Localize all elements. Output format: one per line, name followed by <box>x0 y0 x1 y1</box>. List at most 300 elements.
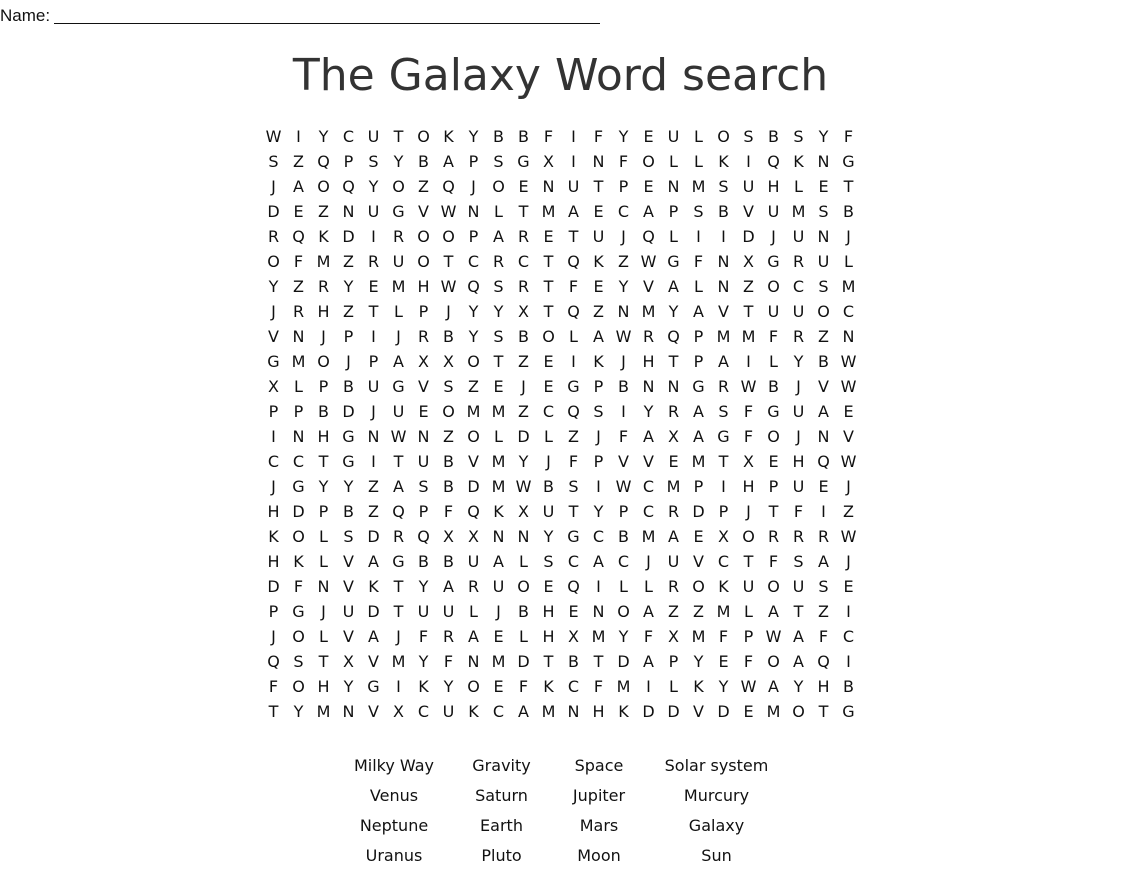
grid-letter: I <box>371 227 376 246</box>
grid-letter: V <box>643 452 654 471</box>
grid-letter: R <box>317 277 330 296</box>
grid-letter: P <box>418 302 429 321</box>
word-bank-item: Space <box>574 755 624 775</box>
grid-letter: R <box>467 577 480 596</box>
grid-letter: T <box>793 602 804 621</box>
grid-letter: F <box>518 677 529 696</box>
grid-letter: W <box>765 627 782 646</box>
grid-letter: I <box>296 127 301 146</box>
grid-letter: M <box>541 202 556 221</box>
grid-letter: J <box>396 627 401 646</box>
grid-letter: N <box>292 327 305 346</box>
grid-letter: F <box>843 127 854 146</box>
grid-letter: R <box>767 527 780 546</box>
grid-letter: L <box>519 552 528 571</box>
grid-letter: A <box>643 602 654 621</box>
word-bank-item: Jupiter <box>572 785 626 805</box>
grid-letter: N <box>667 177 680 196</box>
grid-letter: A <box>518 702 529 721</box>
grid-letter: K <box>543 677 554 696</box>
grid-letter: D <box>367 602 380 621</box>
grid-letter: T <box>718 452 729 471</box>
grid-letter: F <box>568 452 579 471</box>
grid-letter: X <box>418 352 429 371</box>
grid-letter: T <box>318 652 329 671</box>
grid-letter: H <box>742 477 755 496</box>
grid-letter: R <box>642 327 655 346</box>
grid-row <box>261 424 861 449</box>
grid-letter: O <box>292 627 305 646</box>
grid-letter: I <box>696 227 701 246</box>
grid-letter: R <box>517 277 530 296</box>
grid-letter: I <box>271 427 276 446</box>
grid-letter: Z <box>618 252 629 271</box>
grid-letter: K <box>368 577 379 596</box>
grid-letter: J <box>846 227 851 246</box>
grid-letter: C <box>842 627 855 646</box>
grid-letter: Y <box>293 702 304 721</box>
grid-letter: O <box>692 577 705 596</box>
grid-letter: K <box>418 677 429 696</box>
grid-row <box>261 524 861 549</box>
grid-letter: E <box>693 527 704 546</box>
grid-letter: U <box>442 702 455 721</box>
grid-letter: T <box>393 602 404 621</box>
grid-letter: M <box>791 202 806 221</box>
grid-letter: X <box>518 502 529 521</box>
grid-letter: A <box>493 227 504 246</box>
grid-letter: C <box>792 277 805 296</box>
grid-letter: T <box>268 702 279 721</box>
grid-letter: A <box>693 427 704 446</box>
grid-letter: D <box>667 702 680 721</box>
grid-letter: F <box>768 327 779 346</box>
grid-letter: J <box>771 227 776 246</box>
grid-letter: O <box>267 252 280 271</box>
grid-letter: J <box>271 177 276 196</box>
grid-letter: I <box>571 352 576 371</box>
grid-letter: Q <box>642 227 655 246</box>
word-bank-item: Sun <box>701 845 732 865</box>
grid-row <box>261 449 861 474</box>
grid-letter: U <box>442 602 455 621</box>
grid-letter: G <box>567 527 580 546</box>
grid-letter: R <box>492 252 505 271</box>
grid-letter: Y <box>368 177 379 196</box>
grid-letter: J <box>471 177 476 196</box>
grid-letter: Y <box>618 627 629 646</box>
word-bank-item: Venus <box>369 785 419 805</box>
grid-letter: S <box>818 577 829 596</box>
grid-letter: D <box>267 202 280 221</box>
grid-letter: C <box>592 527 605 546</box>
grid-letter: I <box>396 677 401 696</box>
grid-letter: F <box>593 677 604 696</box>
grid-letter: A <box>718 352 729 371</box>
grid-letter: D <box>517 427 530 446</box>
grid-letter: Q <box>817 452 830 471</box>
grid-letter: N <box>592 602 605 621</box>
grid-letter: Y <box>468 127 479 146</box>
grid-letter: O <box>767 652 780 671</box>
grid-letter: F <box>768 552 779 571</box>
grid-letter: C <box>567 552 580 571</box>
grid-letter: C <box>842 302 855 321</box>
grid-letter: C <box>467 252 480 271</box>
grid-letter: A <box>443 152 454 171</box>
grid-letter: N <box>567 702 580 721</box>
grid-letter: E <box>518 177 529 196</box>
grid-letter: U <box>392 252 405 271</box>
grid-letter: G <box>692 377 705 396</box>
grid-letter: P <box>668 652 679 671</box>
grid-row <box>261 149 861 174</box>
grid-row <box>261 699 861 724</box>
grid-letter: L <box>669 677 678 696</box>
grid-letter: L <box>744 602 753 621</box>
grid-letter: Z <box>293 152 304 171</box>
grid-letter: Z <box>518 352 529 371</box>
grid-letter: X <box>443 352 454 371</box>
grid-letter: V <box>418 377 429 396</box>
grid-letter: A <box>643 202 654 221</box>
grid-letter: S <box>818 277 829 296</box>
grid-letter: L <box>669 227 678 246</box>
grid-letter: R <box>792 252 805 271</box>
grid-letter: C <box>267 452 280 471</box>
grid-letter: Y <box>268 277 279 296</box>
grid-letter: E <box>543 577 554 596</box>
grid-letter: Q <box>267 652 280 671</box>
grid-letter: A <box>443 577 454 596</box>
grid-letter: E <box>493 377 504 396</box>
grid-letter: D <box>517 652 530 671</box>
grid-row <box>261 274 861 299</box>
grid-letter: R <box>817 527 830 546</box>
grid-letter: I <box>621 402 626 421</box>
grid-letter: E <box>643 127 654 146</box>
grid-letter: U <box>767 302 780 321</box>
grid-letter: T <box>543 277 554 296</box>
grid-letter: T <box>443 252 454 271</box>
grid-letter: V <box>643 277 654 296</box>
grid-letter: Q <box>317 152 330 171</box>
grid-letter: T <box>393 127 404 146</box>
grid-letter: U <box>667 127 680 146</box>
grid-letter: J <box>521 377 526 396</box>
grid-letter: F <box>718 627 729 646</box>
grid-letter: Y <box>418 652 429 671</box>
grid-letter: V <box>418 202 429 221</box>
grid-letter: T <box>593 652 604 671</box>
grid-letter: A <box>693 402 704 421</box>
grid-letter: E <box>593 202 604 221</box>
word-bank-item: Galaxy <box>688 815 745 835</box>
grid-letter: Y <box>668 302 679 321</box>
grid-row <box>261 324 861 349</box>
grid-letter: L <box>544 427 553 446</box>
grid-letter: J <box>271 627 276 646</box>
grid-letter: B <box>568 652 579 671</box>
grid-letter: B <box>843 202 854 221</box>
grid-letter: F <box>618 427 629 446</box>
grid-letter: R <box>667 577 680 596</box>
grid-letter: D <box>692 502 705 521</box>
grid-letter: H <box>817 677 830 696</box>
grid-letter: L <box>844 252 853 271</box>
grid-letter: M <box>691 452 706 471</box>
grid-letter: B <box>518 602 529 621</box>
grid-letter: A <box>818 402 829 421</box>
grid-letter: O <box>767 577 780 596</box>
grid-letter: G <box>842 152 855 171</box>
grid-letter: R <box>792 527 805 546</box>
grid-letter: R <box>392 527 405 546</box>
grid-letter: G <box>267 352 280 371</box>
grid-letter: N <box>467 652 480 671</box>
grid-letter: Z <box>443 427 454 446</box>
grid-letter: F <box>618 152 629 171</box>
grid-letter: R <box>667 502 680 521</box>
grid-letter: L <box>494 427 503 446</box>
grid-letter: O <box>717 127 730 146</box>
grid-letter: S <box>693 202 704 221</box>
grid-letter: Y <box>468 302 479 321</box>
grid-letter: E <box>368 277 379 296</box>
grid-letter: O <box>767 277 780 296</box>
grid-letter: Q <box>767 152 780 171</box>
grid-letter: O <box>292 677 305 696</box>
grid-letter: Y <box>693 652 704 671</box>
grid-letter: D <box>342 227 355 246</box>
grid-letter: W <box>740 677 757 696</box>
grid-letter: U <box>392 402 405 421</box>
grid-letter: S <box>593 402 604 421</box>
grid-letter: C <box>642 477 655 496</box>
grid-letter: E <box>543 227 554 246</box>
grid-letter: T <box>393 577 404 596</box>
grid-letter: A <box>693 302 704 321</box>
grid-letter: E <box>843 402 854 421</box>
grid-letter: Y <box>468 327 479 346</box>
grid-letter: Z <box>668 602 679 621</box>
grid-letter: M <box>491 452 506 471</box>
grid-letter: S <box>493 277 504 296</box>
word-bank-item: Moon <box>577 845 621 865</box>
grid-letter: E <box>818 177 829 196</box>
grid-letter: K <box>618 702 629 721</box>
grid-row <box>261 474 861 499</box>
grid-row <box>261 249 861 274</box>
grid-row <box>261 349 861 374</box>
grid-letter: A <box>668 277 679 296</box>
grid-letter: Y <box>393 152 404 171</box>
grid-letter: F <box>643 627 654 646</box>
grid-letter: J <box>746 502 751 521</box>
grid-letter: P <box>468 227 479 246</box>
grid-letter: Z <box>693 602 704 621</box>
grid-letter: F <box>293 577 304 596</box>
grid-letter: S <box>368 152 379 171</box>
grid-letter: Z <box>518 402 529 421</box>
grid-letter: R <box>417 327 430 346</box>
grid-letter: T <box>843 177 854 196</box>
grid-letter: A <box>568 202 579 221</box>
grid-letter: U <box>417 452 430 471</box>
grid-letter: Y <box>343 477 354 496</box>
grid-letter: F <box>743 652 754 671</box>
word-bank-item: Murcury <box>683 785 750 805</box>
grid-letter: H <box>317 302 330 321</box>
grid-letter: K <box>468 702 479 721</box>
grid-letter: Y <box>643 402 654 421</box>
grid-letter: R <box>367 252 380 271</box>
grid-letter: S <box>493 152 504 171</box>
grid-letter: X <box>568 627 579 646</box>
grid-letter: O <box>417 227 430 246</box>
grid-row <box>261 499 861 524</box>
grid-letter: Q <box>392 502 405 521</box>
grid-letter: M <box>316 252 331 271</box>
grid-letter: Z <box>743 277 754 296</box>
grid-letter: F <box>443 502 454 521</box>
word-bank-item: Milky Way <box>353 755 434 775</box>
grid-letter: B <box>418 552 429 571</box>
grid-letter: J <box>621 352 626 371</box>
grid-letter: P <box>268 402 279 421</box>
grid-letter: R <box>292 302 305 321</box>
grid-letter: D <box>742 227 755 246</box>
grid-letter: P <box>618 177 629 196</box>
grid-letter: W <box>840 352 857 371</box>
grid-letter: K <box>718 577 729 596</box>
grid-letter: A <box>668 527 679 546</box>
word-bank-item: Neptune <box>359 815 429 835</box>
grid-row <box>261 624 861 649</box>
grid-letter: W <box>615 327 632 346</box>
grid-letter: F <box>268 677 279 696</box>
grid-letter: B <box>443 477 454 496</box>
grid-letter: Z <box>418 177 429 196</box>
grid-letter: U <box>367 202 380 221</box>
grid-letter: P <box>318 502 329 521</box>
grid-letter: S <box>293 652 304 671</box>
grid-letter: T <box>593 177 604 196</box>
grid-letter: A <box>768 602 779 621</box>
grid-letter: U <box>792 577 805 596</box>
grid-letter: W <box>440 277 457 296</box>
grid-letter: E <box>493 677 504 696</box>
grid-letter: F <box>443 652 454 671</box>
grid-letter: M <box>691 627 706 646</box>
grid-letter: L <box>669 152 678 171</box>
grid-letter: H <box>267 502 280 521</box>
grid-letter: T <box>818 702 829 721</box>
grid-letter: P <box>718 502 729 521</box>
grid-letter: V <box>343 577 354 596</box>
grid-letter: W <box>840 377 857 396</box>
grid-letter: P <box>418 502 429 521</box>
grid-letter: N <box>467 202 480 221</box>
grid-letter: I <box>571 127 576 146</box>
name-label: Name: <box>0 6 51 25</box>
grid-letter: W <box>740 377 757 396</box>
grid-letter: A <box>293 177 304 196</box>
grid-letter: N <box>542 177 555 196</box>
grid-letter: P <box>768 477 779 496</box>
grid-letter: N <box>642 377 655 396</box>
grid-letter: M <box>391 277 406 296</box>
grid-letter: G <box>842 702 855 721</box>
grid-letter: Q <box>442 177 455 196</box>
grid-letter: P <box>593 452 604 471</box>
grid-letter: T <box>768 502 779 521</box>
grid-letter: C <box>492 702 505 721</box>
word-bank-item: Mars <box>579 815 619 835</box>
grid-letter: U <box>767 202 780 221</box>
grid-letter: G <box>292 602 305 621</box>
grid-letter: H <box>642 352 655 371</box>
grid-letter: S <box>743 127 754 146</box>
grid-letter: I <box>846 602 851 621</box>
grid-letter: H <box>592 702 605 721</box>
grid-letter: O <box>417 252 430 271</box>
grid-letter: R <box>792 327 805 346</box>
grid-letter: U <box>542 502 555 521</box>
grid-letter: P <box>743 627 754 646</box>
grid-letter: X <box>718 527 729 546</box>
grid-letter: T <box>743 302 754 321</box>
grid-letter: Z <box>368 502 379 521</box>
grid-letter: E <box>643 177 654 196</box>
grid-letter: T <box>493 352 504 371</box>
grid-letter: E <box>768 452 779 471</box>
grid-letter: W <box>615 477 632 496</box>
grid-row <box>261 224 861 249</box>
grid-letter: T <box>568 502 579 521</box>
grid-letter: O <box>792 702 805 721</box>
grid-letter: E <box>818 477 829 496</box>
grid-letter: Y <box>818 127 829 146</box>
grid-letter: H <box>542 602 555 621</box>
grid-letter: K <box>443 127 454 146</box>
grid-letter: V <box>368 652 379 671</box>
grid-letter: J <box>346 352 351 371</box>
grid-letter: L <box>694 127 703 146</box>
grid-letter: I <box>846 652 851 671</box>
grid-letter: M <box>716 602 731 621</box>
grid-letter: E <box>418 402 429 421</box>
grid-letter: P <box>368 352 379 371</box>
grid-letter: A <box>768 677 779 696</box>
grid-letter: Z <box>818 602 829 621</box>
grid-row <box>261 174 861 199</box>
grid-letter: P <box>668 202 679 221</box>
grid-letter: F <box>418 627 429 646</box>
grid-letter: H <box>317 427 330 446</box>
grid-letter: P <box>593 377 604 396</box>
grid-letter: X <box>743 252 754 271</box>
grid-letter: V <box>343 552 354 571</box>
grid-letter: X <box>393 702 404 721</box>
grid-letter: M <box>691 177 706 196</box>
grid-letter: B <box>443 552 454 571</box>
grid-letter: R <box>267 227 280 246</box>
grid-letter: W <box>515 477 532 496</box>
grid-letter: U <box>792 227 805 246</box>
grid-letter: E <box>568 602 579 621</box>
grid-row <box>261 599 861 624</box>
